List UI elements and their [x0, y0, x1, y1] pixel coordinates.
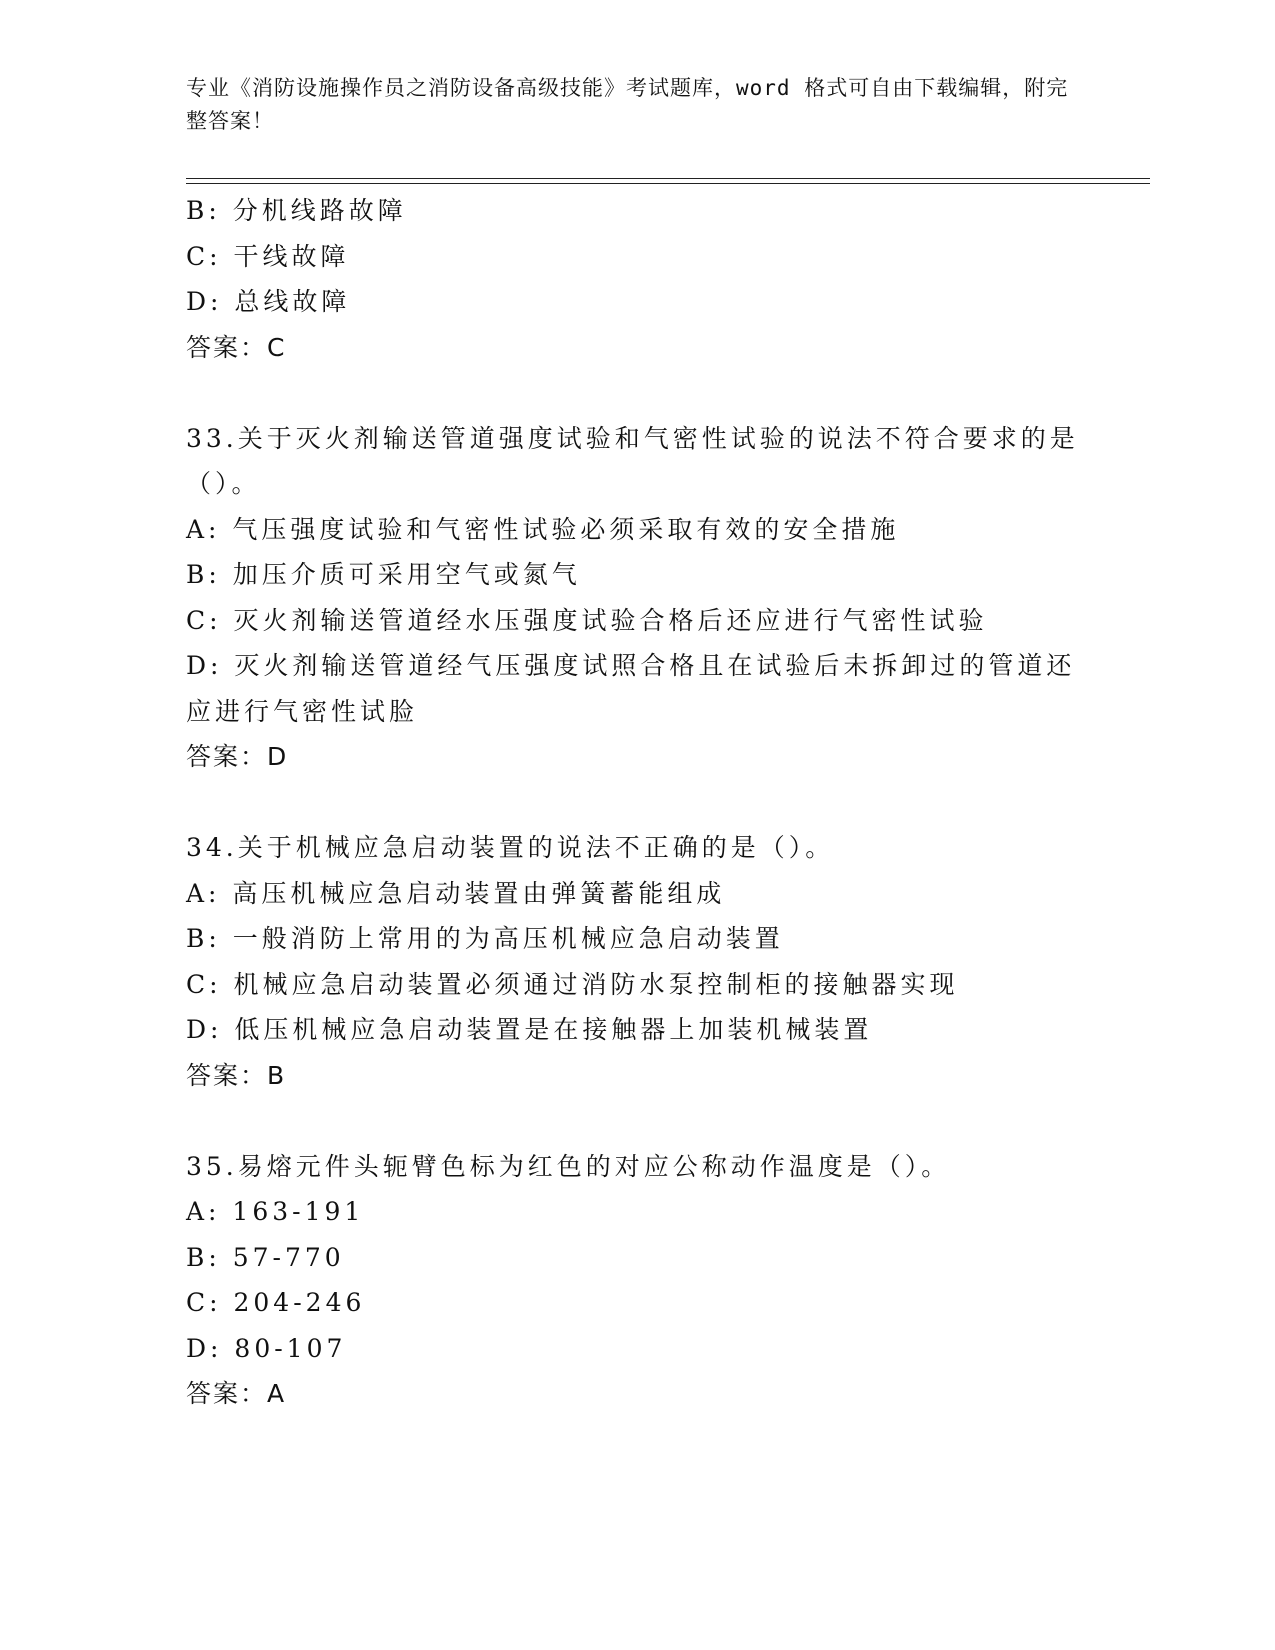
option-b: B: 57-770 [186, 1242, 345, 1272]
question-content [186, 188, 1086, 1417]
option-d: D: 灭火剂输送管道经气压强度试照合格且在试验后未拆卸过的管道还 [186, 651, 1076, 680]
option-d-continued: 应进行气密性试脸 [186, 696, 419, 726]
option-d: D: 总线故障 [186, 287, 351, 316]
previous-question-tail [186, 188, 1086, 370]
option-c: C: 机械应急启动装置必须通过消防水泵控制柜的接触器实现 [186, 969, 959, 999]
option-a: A: 163-191 [186, 1197, 365, 1226]
option-c: C: 灭火剂输送管道经水压强度试验合格后还应进行气密性试验 [186, 605, 988, 635]
question-33 [186, 416, 1086, 780]
header-divider-bottom [186, 183, 1150, 184]
answer-line: 答案：D [186, 742, 289, 771]
option-b: B: 加压介质可采用空气或氮气 [186, 560, 581, 589]
question-stem: 34.关于机械应急启动装置的说法不正确的是（）。 [186, 833, 835, 862]
spacer [186, 780, 1086, 826]
spacer [186, 370, 1086, 416]
option-d: D: 低压机械应急启动装置是在接触器上加装机械装置 [186, 1015, 873, 1044]
option-b: B: 一般消防上常用的为高压机械应急启动装置 [186, 924, 784, 953]
option-a: A: 高压机械应急启动装置由弹簧蓄能组成 [186, 878, 726, 908]
option-b: B: 分机线路故障 [186, 196, 407, 225]
question-35 [186, 1144, 1086, 1417]
option-c: C: 干线故障 [186, 241, 350, 271]
spacer [186, 1098, 1086, 1144]
question-stem-continued: （）。 [186, 469, 261, 498]
header-divider-top [186, 178, 1150, 179]
answer-line: 答案：C [186, 332, 287, 362]
answer-line: 答案：A [186, 1379, 287, 1408]
question-stem: 33.关于灭火剂输送管道强度试验和气密性试验的说法不符合要求的是 [186, 423, 1079, 453]
document-header: 专业《消防设施操作员之消防设备高级技能》考试题库，word 格式可自由下载编辑，附完整答案！ [186, 76, 1069, 133]
question-34 [186, 825, 1086, 1098]
option-d: D: 80-107 [186, 1333, 347, 1363]
question-stem: 35.易熔元件头轭臂色标为红色的对应公称动作温度是（）。 [186, 1151, 951, 1181]
option-a: A: 气压强度试验和气密性试验必须采取有效的安全措施 [186, 514, 900, 544]
answer-line: 答案：B [186, 1060, 287, 1090]
option-c: C: 204-246 [186, 1288, 366, 1317]
